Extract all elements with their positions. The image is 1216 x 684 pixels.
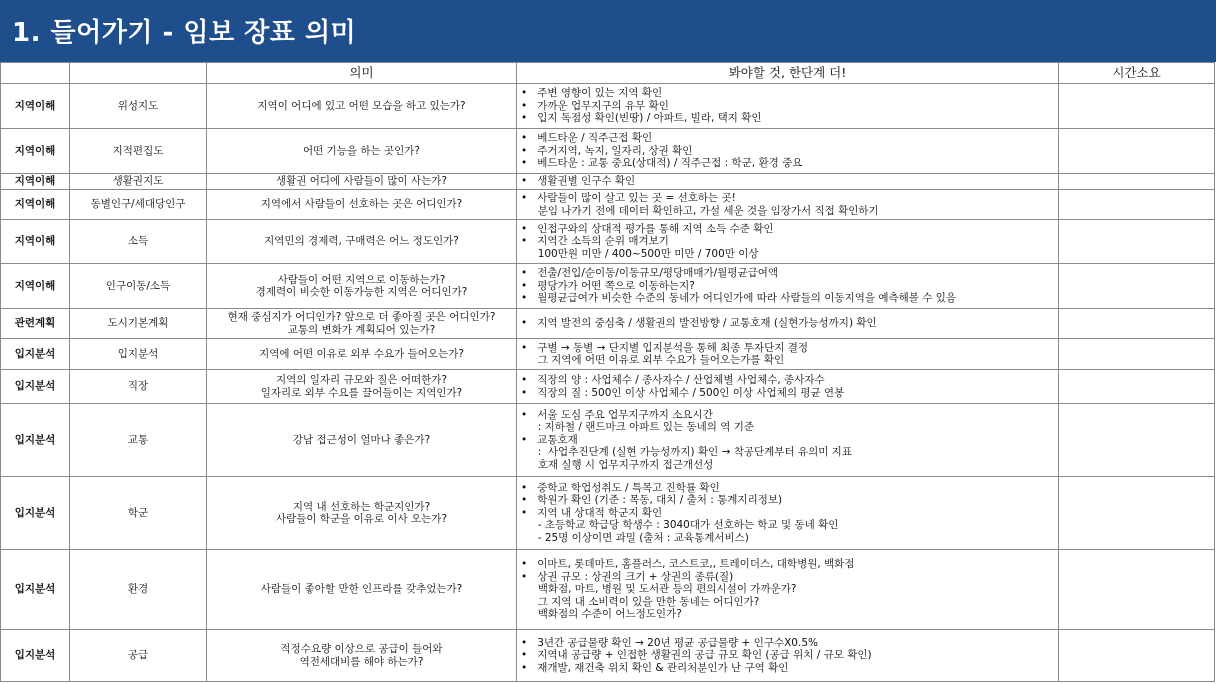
- row-time: [1059, 190, 1215, 220]
- row-meaning: 어떤 기능을 하는 곳인가?: [207, 129, 517, 174]
- point-item: • 구별 → 동별 → 단지별 입지분석을 통해 최종 투자단지 결정: [521, 341, 808, 354]
- header-time: 시간소요: [1059, 63, 1215, 84]
- row-topic: 교통: [70, 404, 207, 477]
- row-meaning: 사람들이 좋아할 만한 인프라를 갖추었는가?: [207, 550, 517, 630]
- table-row: [1, 84, 1215, 129]
- row-time: [1059, 84, 1215, 129]
- point-item: 백화점의 수준이 어느정도인가?: [521, 608, 682, 621]
- point-item: • 교통호재: [521, 433, 578, 446]
- point-item: • 상권 규모 : 상권의 크기 + 상권의 종류(질): [521, 570, 734, 583]
- row-time: [1059, 404, 1215, 477]
- row-topic: 직장: [70, 370, 207, 404]
- page-title: 1. 들어가기 - 임보 장표 의미: [12, 18, 357, 48]
- row-time: [1059, 370, 1215, 404]
- row-points: [517, 220, 1059, 264]
- point-item: • 베드타운 / 직주근접 확인: [521, 132, 653, 145]
- row-meaning: 지역에 어떤 이유로 외부 수요가 들어오는가?: [207, 339, 517, 370]
- point-item: • 지역간 소득의 순위 매겨보기: [521, 235, 669, 248]
- row-category: 입지분석: [1, 550, 70, 630]
- row-time: [1059, 477, 1215, 550]
- point-item: • 직장의 질 : 500인 이상 사업체수 / 500인 이상 사업체의 평균 연봉: [521, 386, 845, 399]
- row-time: [1059, 220, 1215, 264]
- point-item: • 베드타운 : 교통 중요(상대적) / 직주근접 : 학군, 환경 중요: [521, 157, 803, 170]
- row-time: [1059, 550, 1215, 630]
- header-topic: [70, 63, 207, 84]
- row-category: 지역이해: [1, 174, 70, 190]
- point-item: • 인접구와의 상대적 평가를 통해 지역 소득 수준 확인: [521, 222, 774, 235]
- row-meaning: 지역이 어디에 있고 어떤 모습을 하고 있는가?: [207, 84, 517, 129]
- point-item: • 월평균급여가 비슷한 수준의 동네가 어디인가에 따라 사람들의 이동지역을 예측해볼 수 있음: [521, 292, 957, 305]
- point-item: • 학원가 확인 (기준 : 목동, 대치 / 출처 : 통계지리정보): [521, 494, 783, 507]
- title-bar: [0, 0, 1216, 62]
- row-category: 입지분석: [1, 477, 70, 550]
- row-meaning: 사람들이 어떤 지역으로 이동하는가? 경제력이 비슷한 이동가능한 지역은 어디인가?: [207, 264, 517, 309]
- header-row: [1, 63, 1215, 84]
- row-meaning: 지역에서 사람들이 선호하는 곳은 어디인가?: [207, 190, 517, 220]
- row-topic: 생활권지도: [70, 174, 207, 190]
- point-item: • 이마트, 롯데마트, 홈플러스, 코스트코,, 트레이더스, 대학병원, 백화점: [521, 558, 855, 571]
- row-time: [1059, 309, 1215, 339]
- row-topic: 동별인구/세대당인구: [70, 190, 207, 220]
- table-row: [1, 220, 1215, 264]
- row-meaning: 현재 중심지가 어디인가? 앞으로 더 좋아질 곳은 어디인가? 교통의 변화가 계획되어 있는가?: [207, 309, 517, 339]
- row-topic: 공급: [70, 630, 207, 682]
- row-points: [517, 264, 1059, 309]
- header-meaning: 의미: [207, 63, 517, 84]
- point-item: • 주변 영향이 있는 지역 확인: [521, 87, 663, 100]
- row-points: [517, 129, 1059, 174]
- point-item: • 사람들이 많이 살고 있는 곳 = 선호하는 곳!: [521, 192, 736, 204]
- point-item: 그 지역 내 소비력이 있을 만한 동네는 어디인가?: [521, 595, 760, 608]
- point-item: : 사업추진단계 (실현 가능성까지) 확인 → 착공단계부터 유의미 지표: [521, 446, 852, 459]
- row-meaning: 지역의 일자리 규모와 질은 어떠한가? 일자리로 외부 수요를 끌어들이는 지역인가?: [207, 370, 517, 404]
- point-item: • 서울 도심 주요 업무지구까지 소요시간: [521, 408, 713, 421]
- point-item: • 중학교 학업성취도 / 특목고 진학률 확인: [521, 481, 720, 494]
- point-item: • 주거지역, 녹지, 일자리, 상권 확인: [521, 144, 693, 157]
- point-item: 100만원 미만 / 400~500만 미만 / 700만 이상: [521, 247, 759, 260]
- row-category: 지역이해: [1, 220, 70, 264]
- point-item: • 가까운 업무지구의 유무 확인: [521, 99, 669, 112]
- point-item: 그 지역에 어떤 이유로 외부 수요가 들어오는가를 확인: [521, 354, 785, 366]
- row-category: 지역이해: [1, 129, 70, 174]
- table-row: [1, 129, 1215, 174]
- row-meaning: 적정수요량 이상으로 공급이 들어와 역전세대비를 해야 하는가?: [207, 630, 517, 682]
- row-category: 지역이해: [1, 84, 70, 129]
- point-item: • 직장의 양 : 사업체수 / 종사자수 / 산업체별 사업체수, 종사자수: [521, 374, 825, 386]
- row-topic: 학군: [70, 477, 207, 550]
- table-body: [1, 84, 1215, 682]
- row-topic: 위성지도: [70, 84, 207, 129]
- point-item: 호재 실행 시 업무지구까지 접근개선성: [521, 458, 714, 471]
- row-points: [517, 84, 1059, 129]
- table-row: [1, 174, 1215, 190]
- row-meaning: 생활권 어디에 사람들이 많이 사는가?: [207, 174, 517, 190]
- row-points: [517, 339, 1059, 370]
- point-item: • 평당가가 어떤 쪽으로 이동하는지?: [521, 279, 695, 292]
- point-item: • 지역내 공급량 + 인접한 생활권의 공급 규모 확인 (공급 위치 / 규모 확인): [521, 649, 872, 662]
- table-row: [1, 264, 1215, 309]
- row-topic: 도시기본계획: [70, 309, 207, 339]
- row-points: [517, 190, 1059, 220]
- point-item: • 전출/전입/순이동/이동규모/평당매매가/월평균급여액: [521, 267, 779, 280]
- row-topic: 지적편집도: [70, 129, 207, 174]
- point-item: : 지하철 / 랜드마크 아파트 있는 동네의 역 기준: [521, 421, 755, 434]
- row-points: [517, 309, 1059, 339]
- row-points: [517, 550, 1059, 630]
- point-item: • 지역 발전의 중심축 / 생활권의 발전방향 / 교통호재 (실현가능성까지) 확인: [521, 317, 877, 330]
- point-item: - 25명 이상이면 과밀 (출처 : 교육통계서비스): [521, 531, 749, 544]
- row-time: [1059, 129, 1215, 174]
- row-topic: 환경: [70, 550, 207, 630]
- point-item: 분임 나가기 전에 데이터 확인하고, 가설 세운 것을 임장가서 직접 확인하기: [521, 204, 879, 217]
- row-points: [517, 630, 1059, 682]
- row-category: 입지분석: [1, 404, 70, 477]
- row-category: 지역이해: [1, 190, 70, 220]
- row-category: 관련계획: [1, 309, 70, 339]
- point-item: • 지역 내 상대적 학군지 확인: [521, 506, 663, 519]
- row-topic: 입지분석: [70, 339, 207, 370]
- row-category: 입지분석: [1, 630, 70, 682]
- header-category: [1, 63, 70, 84]
- table-row: [1, 370, 1215, 404]
- row-points: [517, 174, 1059, 190]
- row-time: [1059, 174, 1215, 190]
- row-points: [517, 404, 1059, 477]
- row-category: 입지분석: [1, 370, 70, 404]
- row-meaning: 강남 접근성이 얼마나 좋은가?: [207, 404, 517, 477]
- table-row: [1, 630, 1215, 682]
- row-meaning: 지역민의 경제력, 구매력은 어느 정도인가?: [207, 220, 517, 264]
- row-time: [1059, 339, 1215, 370]
- table-row: [1, 404, 1215, 477]
- content-table: [0, 62, 1215, 682]
- point-item: - 초등학교 학급당 학생수 : 3040대가 선호하는 학교 및 동네 확인: [521, 519, 839, 532]
- row-time: [1059, 264, 1215, 309]
- row-category: 입지분석: [1, 339, 70, 370]
- table-row: [1, 550, 1215, 630]
- point-item: • 입지 독점성 확인(빈땅) / 아파트, 빌라, 택지 확인: [521, 112, 762, 125]
- row-time: [1059, 630, 1215, 682]
- header-points: 봐야할 것, 한단계 더!: [517, 63, 1059, 84]
- row-points: [517, 477, 1059, 550]
- row-topic: 인구이동/소득: [70, 264, 207, 309]
- row-topic: 소득: [70, 220, 207, 264]
- point-item: • 생활권별 인구수 확인: [521, 175, 636, 188]
- row-meaning: 지역 내 선호하는 학군지인가? 사람들이 학군을 이유로 이사 오는가?: [207, 477, 517, 550]
- point-item: 백화점, 마트, 병원 및 도서관 등의 편의시설이 가까운가?: [521, 583, 797, 596]
- row-category: 지역이해: [1, 264, 70, 309]
- row-points: [517, 370, 1059, 404]
- point-item: • 재개발, 재건축 위치 확인 & 관리처분인가 난 구역 확인: [521, 661, 789, 674]
- table-row: [1, 309, 1215, 339]
- table-row: [1, 339, 1215, 370]
- table-row: [1, 190, 1215, 220]
- table-row: [1, 477, 1215, 550]
- point-item: • 3년간 공급물량 확인 → 20년 평균 공급물량 + 인구수X0.5%: [521, 636, 818, 649]
